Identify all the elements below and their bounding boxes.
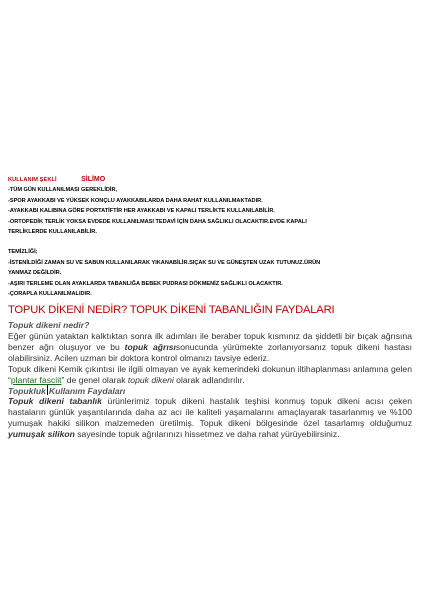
emphasis-topuk-dikeni-tabanlik: Topuk dikeni tabanlık [8,396,102,406]
usage-header [8,168,105,186]
usage-line: -TÜM GÜN KULLANILMASI GEREKLİDİR, [8,187,118,193]
main-heading: TOPUK DİKENİ NEDİR? TOPUK DİKENİ TABANLIĞIN FAYDALARI [8,304,335,316]
usage-line: -AYAKKABI KALIBINA GÖRE PORTATİFTİR HER AYAKKABI VE KAPALI TERLİKTE KULLANILABİLİR. [8,208,275,214]
cleaning-line: -İSTENİLDİĞİ ZAMAN SU VE SABUN KULLANILARAK YIKANABİLİR.SIÇAK SU VE GÜNEŞTEN UZAK TUTUNUZ.ÜRÜN YANMAZ DEĞİLDİR. [8,259,321,276]
cleaning-instructions [8,247,338,300]
cleaning-line: -AŞIRI TERLEME OLAN AYAKLARDA TABANLIĞA BEBEK PUDRASI DÖKMENİZ SAĞLIKLI OLACAKTIR. [8,280,283,287]
cleaning-title: TEMİZLİĞİ; [8,249,38,255]
usage-line: -SPOR AYAKKABI VE YÜKSEK KONÇLU AYAKKABILARDA DAHA RAHAT KULLANILMAKTADIR. [8,197,263,204]
paragraph-plantar-fasciit: Topuk dikeni Kemik çıkıntısı ile ilgili olmayan ve ayak kemerindeki dokunun iltihaplanması anlamına gelen “plantar fasciit” de genel olarak topuk dikeni olarak adlandırılır. [8,364,412,385]
emphasis-topuk-dikeni: topuk dikeni [127,375,174,385]
cleaning-line: -ÇORAPLA KULLANILMALIDIR. [8,291,92,297]
usage-instructions [8,185,338,238]
emphasis-topuk-agrisi: topuk ağrısı [124,342,176,352]
text-cursor [47,385,48,395]
section-title-topuk-dikeni-nedir: Topuk dikeni nedir? [8,320,90,330]
section-title-faydalar: Topukluk Kullanım Faydaları [8,386,126,396]
usage-label: KULLANIM ŞEKLİ [8,177,57,183]
paragraph-tabanlik: Topuk dikeni tabanlık ürünlerimiz topuk dikeni hastalık teşhisi konmuş topuk dikeni acısı çeken hastaların günlük yaşantılarında daha az acı ile kaliteli yaşamalarını amaçlayarak tasarlanmış ve %100 yumuşak hakiki silikon malzemeden üretilmiş. Topuk dikeni bölgesinde özel tasarlamış olduğumuz yumuşak silikon sayesinde topuk ağrılarınızı hissetmez ve daha rahat yürüyebilirsiniz. [8,396,412,439]
emphasis-yumusak-silikon: yumuşak silikon [8,429,75,439]
usage-line: -ORTOPEDİK TERLİK YOKSA EVDEDE KULLANILMASI TEDAVİ İÇİN DAHA SAĞLIKLI OLACAKTIR.EVDE KAPALI TERLİKLERDE KULLANILABİLİR. [8,218,307,235]
plantar-fasciit-link[interactable]: plantar fasciit [10,375,62,385]
product-name: SİLİMO [81,176,106,183]
paragraph-topuk-agrisi: Eğer günün yataktan kalktıktan sonra ilk adımları ile beraber topuk kısmınız da şiddetli bir bıçak ağrısına benzer ağrı oluşuyor ve bu topuk ağrısısonucunda yürümekte zorlanıyorsanız topuk dikeni hastası olabilirsiniz. Acilen uzman bir doktora kontrol olmanızı tavsiye ederiz. [8,331,412,363]
